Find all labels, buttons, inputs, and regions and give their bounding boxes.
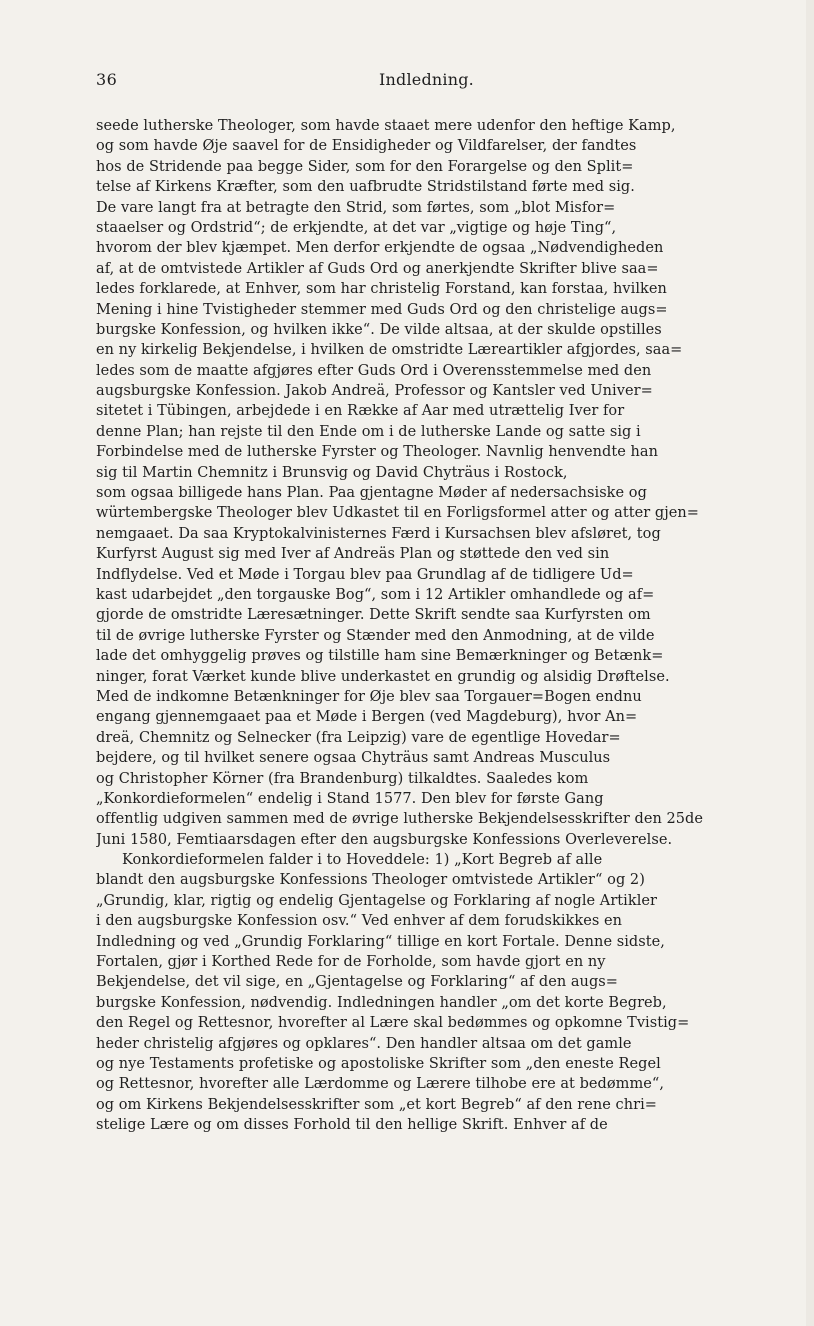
text-line: sig til Martin Chemnitz i Brunsvig og David Chyträus i Rostock, (96, 464, 568, 481)
text-line: sitetet i Tübingen, arbejdede i en Række af Aar med utrættelig Iver for (96, 403, 625, 420)
text-line: stelige Lære og om disses Forhold til den hellige Skrift. Enhver af de (96, 1117, 608, 1134)
text-line: Mening i hine Tvistigheder stemmer med Guds Ord og den christelige augs= (96, 301, 668, 318)
text-line: ledes som de maatte afgjøres efter Guds Ord i Overensstemmelse med den (96, 362, 652, 379)
text-line: hvorom der blev kjæmpet. Men derfor erkjendte de ogsaa „Nødvendigheden (96, 240, 664, 257)
text-line: Indledning og ved „Grundig Forklaring“ tillige en kort Fortale. Denne sidste, (96, 933, 665, 950)
text-line: Indflydelse. Ved et Møde i Torgau blev paa Grundlag af de tidligere Ud= (96, 566, 634, 583)
page-header (96, 70, 757, 98)
text-line: seede lutherske Theologer, som havde staaet mere udenfor den heftige Kamp, (96, 118, 676, 134)
text-line: offentlig udgiven sammen med de øvrige lutherske Bekjendelsesskrifter den 25de (96, 811, 704, 828)
text-line: af, at de omtvistede Artikler af Guds Ord og anerkjendte Skrifter blive saa= (96, 260, 659, 277)
text-line: „Konkordieformelen“ endelig i Stand 1577. Den blev for første Gang (96, 790, 604, 807)
text-line: ledes forklarede, at Enhver, som har christelig Forstand, kan forstaa, hvilken (96, 281, 667, 298)
text-line: heder christelig afgjøres og opklares“. Den handler altsaa om det gamle (96, 1035, 632, 1052)
page-number: 36 (96, 70, 118, 89)
text-line: ninger, forat Værket kunde blive underkastet en grundig og alsidig Drøftelse. (96, 668, 670, 685)
text-line: nemgaaet. Da saa Kryptokalvinisternes Færd i Kursachsen blev afsløret, tog (96, 525, 661, 542)
text-line: i den augsburgske Konfession osv.“ Ved enhver af dem forudskikkes en (96, 913, 623, 930)
text-line: lade det omhyggelig prøves og tilstille ham sine Bemærkninger og Betænk= (96, 648, 664, 665)
text-line: „Grundig, klar, rigtig og endelig Gjentagelse og Forklaring af nogle Artikler (96, 892, 657, 909)
text-line: og som havde Øje saavel for de Ensidigheder og Vildfarelser, der fandtes (96, 138, 637, 155)
text-line: Juni 1580, Femtiaarsdagen efter den augsburgske Konfessions Overleverelse. (96, 831, 673, 848)
text-line: en ny kirkelig Bekjendelse, i hvilken de omstridte Læreartikler afgjordes, saa= (96, 342, 683, 359)
text-line: staaelser og Ordstrid“; de erkjendte, at det var „vigtige og høje Ting“, (96, 219, 617, 236)
text-line: Bekjendelse, det vil sige, en „Gjentagelse og Forklaring“ af den augs= (96, 974, 618, 991)
text-line: dreä, Chemnitz og Selnecker (fra Leipzig) vare de egentlige Hovedar= (96, 729, 621, 746)
text-line: De vare langt fra at betragte den Strid, som førtes, som „blot Misfor= (96, 199, 616, 216)
text-line: Forbindelse med de lutherske Fyrster og Theologer. Navnlig henvendte han (96, 444, 659, 461)
text-line: telse af Kirkens Kræfter, som den uafbrudte Stridstilstand førte med sig. (96, 179, 635, 196)
text-line: bejdere, og til hvilket senere ogsaa Chyträus samt Andreas Musculus (96, 750, 611, 767)
text-line: burgske Konfession, og hvilken ikke“. De vilde altsaa, at der skulde opstilles (96, 321, 662, 338)
text-line: Fortalen, gjør i Korthed Rede for de Forholde, som havde gjort en ny (96, 954, 606, 971)
text-line: til de øvrige lutherske Fyrster og Stænder med den Anmodning, at de vilde (96, 627, 655, 644)
text-line: burgske Konfession, nødvendig. Indledningen handler „om det korte Begreb, (96, 994, 667, 1011)
text-line: og Rettesnor, hvorefter alle Lærdomme og Lærere tilhobe ere at bedømme“, (96, 1076, 665, 1093)
text-line: kast udarbejdet „den torgauske Bog“, som i 12 Artikler omhandlede og af= (96, 586, 655, 603)
text-line: Med de indkomne Betænkninger for Øje blev saa Torgauer=Bogen endnu (96, 688, 642, 705)
text-line: som ogsaa billigede hans Plan. Paa gjentagne Møder af nedersachsiske og (96, 485, 647, 502)
text-line: og om Kirkens Bekjendelsesskrifter som „et kort Begreb“ af den rene chri= (96, 1096, 657, 1113)
text-line: gjorde de omstridte Læresætninger. Dette Skrift sendte saa Kurfyrsten om (96, 607, 651, 624)
text-line: den Regel og Rettesnor, hvorefter al Lære skal bedømmes og opkomne Tvistig= (96, 1015, 690, 1032)
text-line: denne Plan; han rejste til den Ende om i de lutherske Lande og satte sig i (96, 423, 641, 440)
body-text (96, 116, 754, 1291)
text-line: hos de Stridende paa begge Sider, som for den Forargelse og den Split= (96, 158, 634, 175)
text-line: blandt den augsburgske Konfessions Theologer omtvistede Artikler“ og 2) (96, 872, 645, 889)
page-edge (806, 0, 814, 1326)
text-line: og Christopher Körner (fra Brandenburg) tilkaldtes. Saaledes kom (96, 770, 589, 787)
running-head: Indledning. (379, 70, 474, 89)
text-line: og nye Testaments profetiske og apostoliske Skrifter som „den eneste Regel (96, 1055, 661, 1072)
text-line: würtembergske Theologer blev Udkastet til en Forligsformel atter og atter gjen= (96, 505, 699, 522)
text-line: engang gjennemgaaet paa et Møde i Bergen (ved Magdeburg), hvor An= (96, 709, 638, 726)
text-line: Konkordieformelen falder i to Hoveddele: 1) „Kort Begreb af alle (122, 852, 603, 869)
text-line: augsburgske Konfession. Jakob Andreä, Professor og Kantsler ved Univer= (96, 383, 653, 400)
text-line: Kurfyrst August sig med Iver af Andreäs Plan og støttede den ved sin (96, 546, 610, 563)
